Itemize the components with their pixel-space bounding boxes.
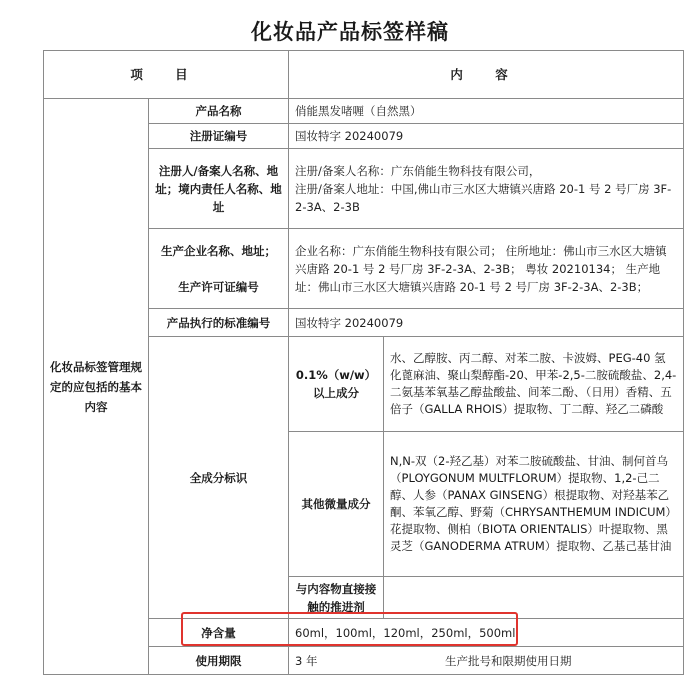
registrant-label: 注册人/备案人名称、地址；境内责任人名称、地址	[149, 149, 289, 229]
major-ingredients-label: 0.1%（w/w）以上成分	[289, 337, 384, 432]
reg-no-label: 注册证编号	[149, 124, 289, 149]
manufacturer-label-line1: 生产企业名称、地址；	[161, 243, 276, 258]
net-content-label: 净含量	[149, 619, 289, 647]
standard-label: 产品执行的标准编号	[149, 309, 289, 337]
minor-ingredients-label: 其他微量成分	[289, 432, 384, 577]
shelf-life-value	[289, 647, 684, 675]
shelf-life-years: 3 年	[295, 653, 318, 668]
ingredients-label: 全成分标识	[149, 337, 289, 619]
manufacturer-label	[149, 229, 289, 309]
major-ingredients-value: 水、乙醇胺、丙二醇、对苯二胺、卡波姆、PEG-40 氢化蓖麻油、聚山梨醇酯-20、甲苯-2,5-二胺硫酸盐、2,4-二氨基苯氧基乙醇盐酸盐、间苯二酚、（日用）香精、五倍子（GALLA RHOIS）提取物、丁二醇、羟乙二磷酸	[384, 337, 684, 432]
registrant-address-line: 注册/备案人地址：中国,佛山市三水区大塘镇兴唐路 20-1 号 2 号厂房 3F-2-3A、2-3B	[295, 181, 672, 214]
category-cell: 化妆品标签管理规定的应包括的基本内容	[44, 99, 149, 675]
product-name-value: 俏能黑发啫喱（自然黑）	[289, 99, 684, 124]
header-content: 内 容	[289, 51, 684, 99]
manufacturer-label-line2: 生产许可证编号	[178, 279, 259, 294]
label-table	[43, 50, 684, 675]
product-name-label: 产品名称	[149, 99, 289, 124]
minor-ingredients-value: N,N-双（2-羟乙基）对苯二胺硫酸盐、甘油、制何首乌（PLOYGONUM MULTFLORUM）提取物、1,2-己二醇、人参（PANAX GINSENG）根提取物、对羟基苯乙酮、苯氧乙醇、野菊（CHRYSANTHEMUM INDICUM）花提取物、侧柏（BIOTA ORIENTALIS）叶提取物、黑灵芝（GANODERMA ATRUM）提取物、乙基己基甘油	[384, 432, 684, 577]
document-title: 化妆品产品标签样稿	[251, 19, 449, 44]
net-content-value: 60ml，100ml，120ml，250ml，500ml	[289, 619, 684, 647]
registrant-name-line: 注册/备案人名称：广东俏能生物科技有限公司，	[295, 163, 541, 178]
propellant-label: 与内容物直接接触的推进剂	[289, 577, 384, 619]
registrant-value	[289, 149, 684, 229]
batch-expiry-note: 生产批号和限期使用日期	[445, 653, 572, 668]
reg-no-value: 国妆特字 20240079	[289, 124, 684, 149]
shelf-life-label: 使用期限	[149, 647, 289, 675]
header-item: 项 目	[44, 51, 289, 99]
manufacturer-value: 企业名称：广东俏能生物科技有限公司； 住所地址：佛山市三水区大塘镇兴唐路 20-1 号 2 号厂房 3F-2-3A、2-3B； 粤妆 20210134； 生产地址：佛山市三水区大塘镇兴唐路 20-1 号 2 号厂房 3F-2-3A、2-3B；	[289, 229, 684, 309]
standard-value: 国妆特字 20240079	[289, 309, 684, 337]
net-content-highlight-box	[181, 612, 518, 646]
